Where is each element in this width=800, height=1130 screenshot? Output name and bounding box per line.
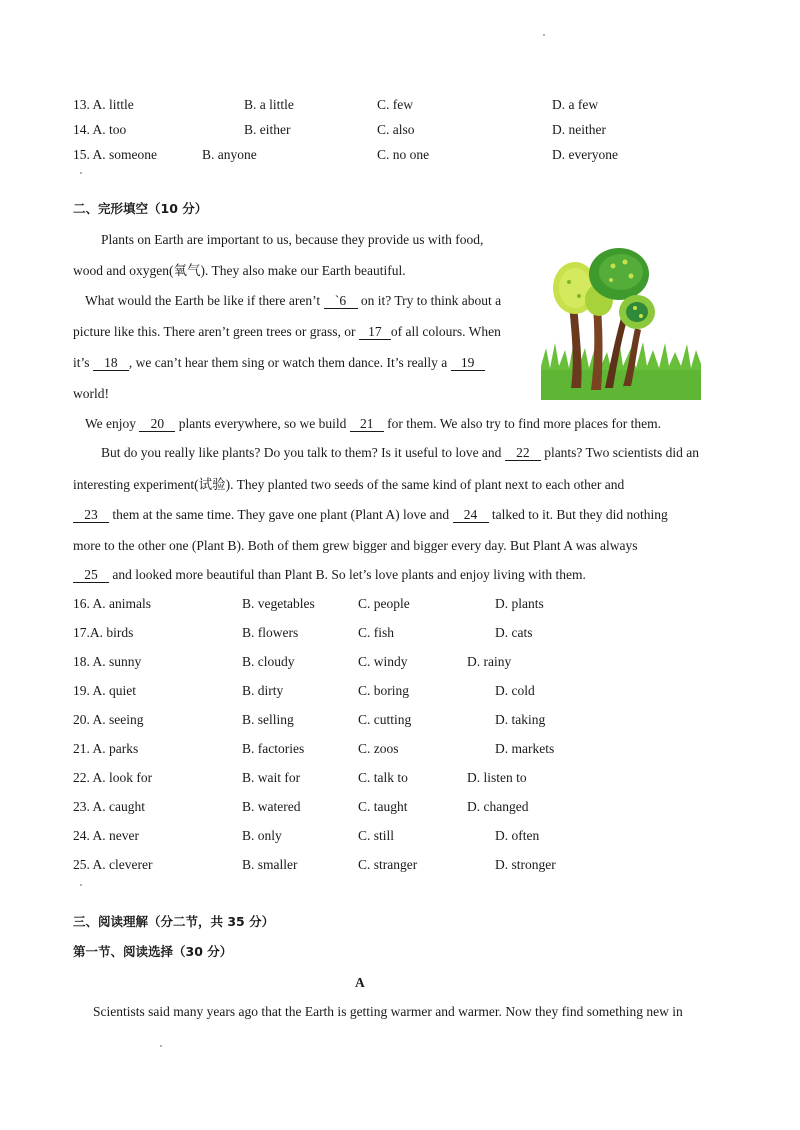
option-a: 16. A. animals <box>73 596 152 611</box>
option-b: B. wait for <box>242 770 301 785</box>
blank-16[interactable]: `6 <box>324 294 358 309</box>
option-c: C. also <box>377 122 415 137</box>
passage-line: picture like this. There aren’t green trees or grass, or 17 of all colours. When <box>73 324 501 339</box>
option-c: C. windy <box>358 654 408 669</box>
option-b: B. smaller <box>242 857 298 872</box>
option-a: 21. A. parks <box>73 741 139 756</box>
option-a: 14. A. too <box>73 122 127 137</box>
option-a: 13. A. little <box>73 97 134 112</box>
passage-label: A <box>355 975 365 990</box>
page-mark <box>543 34 545 36</box>
blank-24[interactable]: 24 <box>453 508 489 523</box>
passage-line: interesting experiment(试验). They planted two seeds of the same kind of plant next to each other and <box>73 477 625 492</box>
passage-first-line: Scientists said many years ago that the Earth is getting warmer and warmer. Now they find something new in <box>93 1004 683 1019</box>
option-a: 20. A. seeing <box>73 712 144 727</box>
option-a: 23. A. caught <box>73 799 145 814</box>
passage-line: 25 and looked more beautiful than Plant B. So let’s love plants and enjoy living with them. <box>73 568 586 583</box>
section-heading-reading: 三、阅读理解（分二节，共 35 分） <box>73 914 275 929</box>
passage-line: Plants on Earth are important to us, because they provide us with food, <box>101 232 484 247</box>
option-c: C. taught <box>358 799 408 814</box>
option-d: D. cold <box>495 683 535 698</box>
passage-line: world! <box>73 386 109 401</box>
option-d: D. taking <box>495 712 546 727</box>
option-d: D. changed <box>467 799 529 814</box>
option-b: B. watered <box>242 799 301 814</box>
option-c: C. zoos <box>358 741 399 756</box>
passage-line: We enjoy 20 plants everywhere, so we build 21 for them. We also try to find more places for them. <box>85 416 661 431</box>
passage-line: What would the Earth be like if there aren’t `6 on it? Try to think about a <box>85 293 502 308</box>
passage-line: But do you really like plants? Do you talk to them? Is it useful to love and 22 plants? Two scientists did an <box>101 445 699 460</box>
page-mark <box>80 884 82 886</box>
option-c: C. still <box>358 828 395 843</box>
option-d: D. a few <box>552 97 599 112</box>
page-mark <box>160 1045 162 1047</box>
blank-25[interactable]: 25 <box>73 568 109 583</box>
option-d: D. rainy <box>467 654 512 669</box>
blank-18[interactable]: 18 <box>93 356 129 371</box>
option-b: B. flowers <box>242 625 299 640</box>
option-b: B. selling <box>242 712 294 727</box>
option-d: D. often <box>495 828 540 843</box>
section-heading-cloze: 二、完形填空（10 分） <box>73 201 208 216</box>
blank-20[interactable]: 20 <box>139 417 175 432</box>
option-a: 18. A. sunny <box>73 654 142 669</box>
option-d: D. cats <box>495 625 533 640</box>
option-d: D. neither <box>552 122 606 137</box>
passage-line: 23 them at the same time. They gave one plant (Plant A) love and 24 talked to it. But they did nothing <box>73 508 668 523</box>
option-b: B. anyone <box>202 147 257 162</box>
option-c: C. boring <box>358 683 410 698</box>
option-c: C. talk to <box>358 770 408 785</box>
option-a: 24. A. never <box>73 828 139 843</box>
option-c: C. stranger <box>358 857 418 872</box>
option-a: 22. A. look for <box>73 770 153 785</box>
trees-illustration-icon <box>541 248 701 400</box>
option-b: B. dirty <box>242 683 284 698</box>
option-b: B. vegetables <box>242 596 315 611</box>
blank-19[interactable]: 19 <box>451 356 485 371</box>
passage-line: it’s 18 , we can’t hear them sing or watch them dance. It’s really a 19 <box>73 356 485 371</box>
blank-21[interactable]: 21 <box>350 417 384 432</box>
option-c: C. no one <box>377 147 430 162</box>
page-mark <box>80 172 82 174</box>
option-b: B. factories <box>242 741 305 756</box>
option-d: D. everyone <box>552 147 618 162</box>
option-b: B. a little <box>244 97 294 112</box>
blank-22[interactable]: 22 <box>505 446 541 461</box>
option-a: 15. A. someone <box>73 147 158 162</box>
subsection-heading: 第一节、阅读选择（30 分） <box>73 944 233 959</box>
option-c: C. fish <box>358 625 395 640</box>
option-b: B. only <box>242 828 282 843</box>
blank-17[interactable]: 17 <box>359 325 391 340</box>
option-a: 17.A. birds <box>73 625 134 640</box>
blank-23[interactable]: 23 <box>73 508 109 523</box>
option-b: B. cloudy <box>242 654 295 669</box>
option-d: D. stronger <box>495 857 556 872</box>
option-a: 25. A. cleverer <box>73 857 153 872</box>
passage-line: more to the other one (Plant B). Both of them grew bigger and bigger every day. But Plant A was always <box>73 538 638 553</box>
option-b: B. either <box>244 122 291 137</box>
option-d: D. listen to <box>467 770 527 785</box>
option-c: C. people <box>358 596 410 611</box>
option-c: C. cutting <box>358 712 412 727</box>
option-d: D. plants <box>495 596 544 611</box>
passage-line: wood and oxygen(氧气). They also make our Earth beautiful. <box>73 263 406 278</box>
option-a: 19. A. quiet <box>73 683 137 698</box>
option-c: C. few <box>377 97 413 112</box>
option-d: D. markets <box>495 741 555 756</box>
